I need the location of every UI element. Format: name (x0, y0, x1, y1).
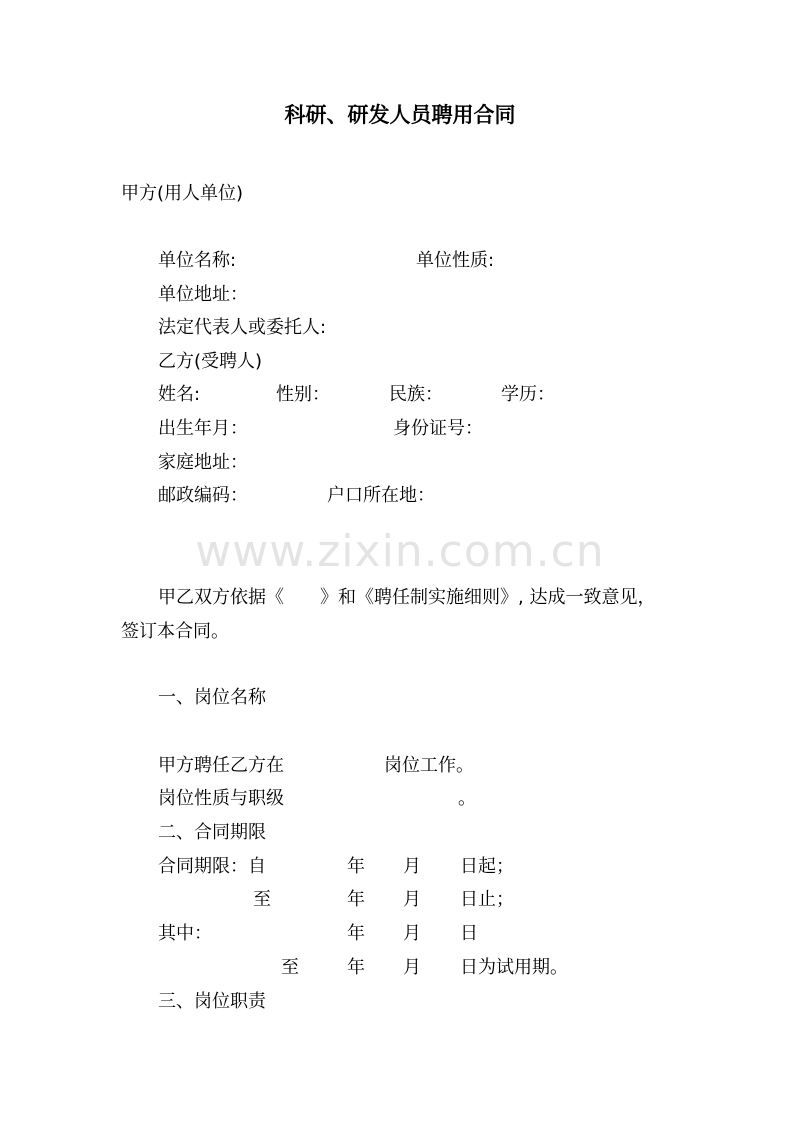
home-address-label: 家庭地址： (158, 452, 248, 473)
ethnicity-label: 民族： (389, 384, 443, 405)
name-label: 姓名: (158, 384, 201, 405)
unit-name-label: 单位名称: (158, 250, 237, 271)
probation-end-day: 日为试用期。 (460, 957, 568, 978)
document-title: 科研、研发人员聘用合同 (284, 103, 516, 127)
section-1-title: 一、岗位名称 (158, 687, 266, 708)
term-start-month: 月 (403, 856, 421, 877)
watermark: www.zixin.com.cn (195, 526, 605, 577)
term-start-year: 年 (347, 856, 365, 877)
term-start-label: 合同期限：自 (158, 856, 266, 877)
birth-label: 出生年月： (158, 418, 248, 439)
probation-among-label: 其中： (158, 923, 212, 944)
id-number-label: 身份证号： (393, 418, 483, 439)
hire-prefix: 甲方聘任乙方在 (158, 755, 284, 776)
term-start-day: 日起； (460, 856, 514, 877)
probation-to: 至 (281, 957, 299, 978)
section-3-title: 三、岗位职责 (158, 991, 266, 1012)
gender-label: 性别： (276, 384, 330, 405)
post-nature-period: 。 (458, 788, 476, 809)
postcode-label: 邮政编码： (158, 485, 248, 506)
term-end-month: 月 (403, 889, 421, 910)
probation-start-day: 日 (460, 923, 478, 944)
party-a-heading: 甲方(用人单位) (121, 183, 244, 204)
legal-rep-label: 法定代表人或委托人: (158, 317, 327, 338)
probation-start-month: 月 (403, 923, 421, 944)
term-end-year: 年 (347, 889, 365, 910)
party-b-heading: 乙方(受聘人) (158, 351, 263, 372)
hire-suffix: 岗位工作。 (384, 755, 474, 776)
term-end-to: 至 (253, 889, 271, 910)
unit-address-label: 单位地址： (158, 284, 248, 305)
education-label: 学历： (501, 384, 555, 405)
intro-line-2: 签订本合同。 (121, 621, 229, 642)
post-nature-label: 岗位性质与职级 (158, 788, 284, 809)
unit-nature-label: 单位性质: (416, 250, 495, 271)
term-end-day: 日止； (460, 889, 514, 910)
hukou-label: 户口所在地： (327, 485, 435, 506)
probation-end-month: 月 (403, 957, 421, 978)
probation-start-year: 年 (347, 923, 365, 944)
probation-end-year: 年 (347, 957, 365, 978)
intro-line-1: 甲乙双方依据《 》和《聘任制实施细则》, 达成一致意见， (158, 587, 656, 608)
section-2-title: 二、合同期限 (158, 822, 266, 843)
